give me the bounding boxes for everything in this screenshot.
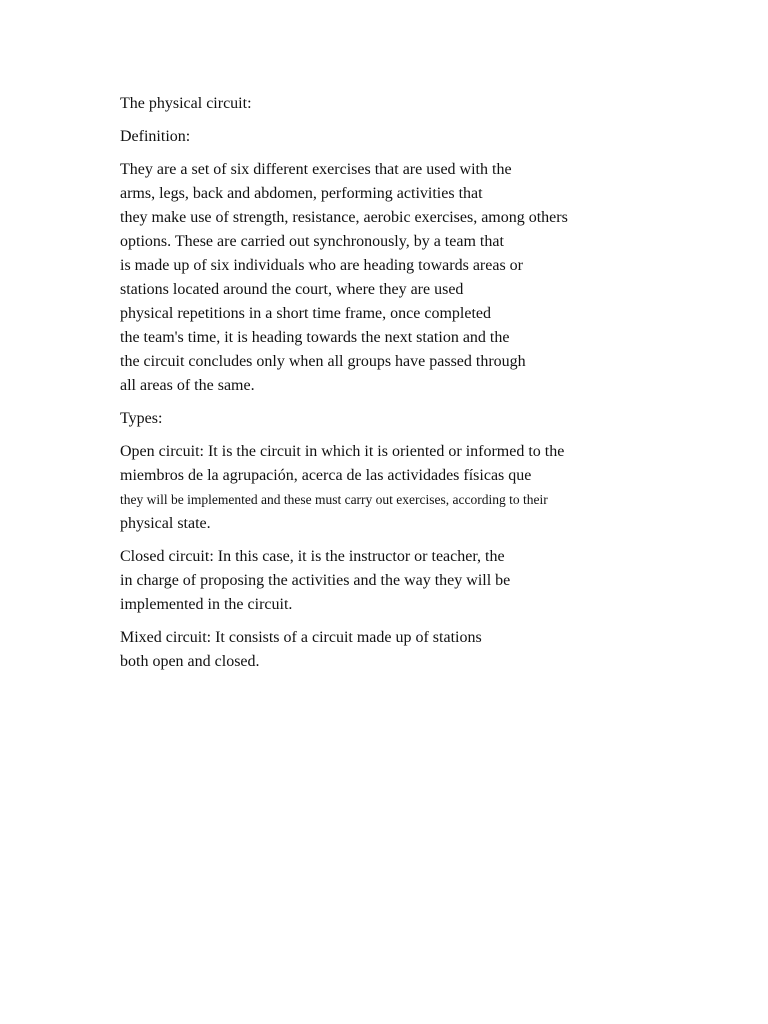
paragraph-line: the circuit concludes only when all groups have passed through (120, 353, 526, 370)
definition-heading: Definition: (120, 128, 191, 145)
document-page (120, 92, 680, 683)
paragraph-line: physical state. (120, 515, 211, 532)
paragraph-line: the team's time, it is heading towards the next station and the (120, 329, 510, 346)
paragraph-line: physical repetitions in a short time frame, once completed (120, 305, 491, 322)
paragraph-line: arms, legs, back and abdomen, performing activities that (120, 185, 483, 202)
open-circuit-paragraph (120, 440, 680, 536)
paragraph-line: in charge of proposing the activities and the way they will be (120, 572, 511, 589)
document-title: The physical circuit: (120, 95, 252, 112)
paragraph-line: Mixed circuit: It consists of a circuit made up of stations (120, 629, 482, 646)
types-heading: Types: (120, 410, 163, 427)
mixed-circuit-paragraph (120, 626, 680, 674)
paragraph-line: They are a set of six different exercises that are used with the (120, 161, 512, 178)
paragraph-line: miembros de la agrupación, acerca de las actividades físicas que (120, 467, 532, 484)
paragraph-line: options. These are carried out synchronously, by a team that (120, 233, 504, 250)
paragraph-line: stations located around the court, where they are used (120, 281, 464, 298)
paragraph-line: Open circuit: It is the circuit in which it is oriented or informed to the (120, 443, 565, 460)
closed-circuit-paragraph (120, 545, 680, 617)
definition-paragraph (120, 158, 680, 398)
paragraph-line: they make use of strength, resistance, aerobic exercises, among others (120, 209, 568, 226)
paragraph-line: all areas of the same. (120, 377, 255, 394)
paragraph-line: implemented in the circuit. (120, 596, 293, 613)
paragraph-line: is made up of six individuals who are heading towards areas or (120, 257, 524, 274)
paragraph-line: both open and closed. (120, 653, 260, 670)
paragraph-line: Closed circuit: In this case, it is the instructor or teacher, the (120, 548, 505, 565)
paragraph-line: they will be implemented and these must carry out exercises, according to their (120, 492, 548, 507)
